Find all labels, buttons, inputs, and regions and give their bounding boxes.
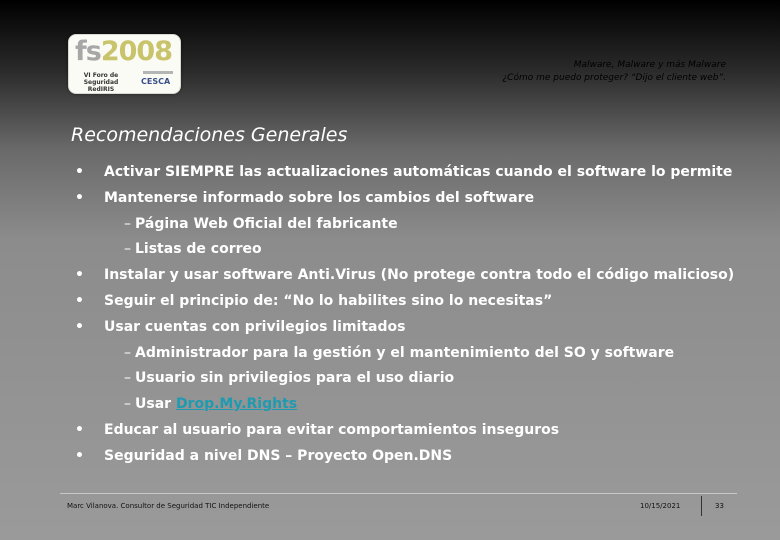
bullet-item <box>75 446 755 472</box>
item-label: Seguridad a nivel DNS – Proyecto Open.DNS <box>104 447 453 464</box>
item-text <box>104 162 732 182</box>
page-number: 33 <box>715 502 724 510</box>
bullet-marker: • <box>75 292 84 309</box>
bullet-item <box>75 291 755 317</box>
item-text <box>104 446 452 466</box>
event-logo <box>68 34 181 94</box>
item-label: Activar SIEMPRE las actualizaciones automáticas cuando el software lo permite <box>104 164 733 180</box>
bullet-marker: • <box>75 267 84 284</box>
item-text <box>135 239 262 259</box>
dash-marker: – <box>124 344 131 361</box>
bullet-marker: • <box>75 447 84 464</box>
item-text <box>104 265 734 285</box>
drop-my-rights-link[interactable]: Drop.My.Rights <box>175 396 298 413</box>
item-text <box>135 368 454 388</box>
sub-bullet-item <box>75 368 755 394</box>
footer-author: Marc Vilanova. Consultor de Seguridad TIC Independiente <box>67 502 270 510</box>
sub-bullet-item <box>75 343 755 369</box>
logo-subtitle-line1: VI Foro de <box>83 72 119 79</box>
bullet-item <box>75 265 755 291</box>
sub-bullet-item <box>75 214 755 240</box>
item-label: Seguir el principio de: “No lo habilites sino lo necesitas” <box>104 292 553 309</box>
logo-wordmark <box>75 36 172 67</box>
item-text <box>104 420 559 440</box>
logo-year: 2008 <box>100 36 172 67</box>
bullet-item <box>75 188 755 214</box>
footer-date: 10/15/2021 <box>640 502 681 510</box>
item-label: Administrador para la gestión y el mantenimiento del SO y software <box>135 344 675 361</box>
bullet-marker: • <box>75 164 84 180</box>
item-label: Listas de correo <box>135 241 262 258</box>
dash-marker: – <box>124 370 131 387</box>
header-line-1: Malware, Malware y más Malware <box>573 60 726 70</box>
item-text <box>135 394 297 414</box>
logo-subtitle-line2: Seguridad RedIRIS <box>83 79 119 93</box>
item-label: Usar <box>135 396 176 413</box>
bullet-marker: • <box>75 421 84 438</box>
logo-prefix: fs <box>75 36 101 67</box>
slide-header <box>502 59 726 85</box>
bullet-marker: • <box>75 189 84 206</box>
item-text <box>104 291 552 311</box>
dash-marker: – <box>124 241 131 258</box>
dash-marker: – <box>124 396 131 413</box>
bullet-item <box>75 162 755 188</box>
footer-divider <box>60 493 737 494</box>
header-line-2: ¿Cómo me puedo proteger? “Dijo el cliente web”. <box>502 73 726 83</box>
item-label: Educar al usuario para evitar comportamientos inseguros <box>104 421 560 438</box>
bullet-marker: • <box>75 318 84 335</box>
logo-partner-bar <box>143 71 173 74</box>
sub-bullet-item <box>75 239 755 265</box>
item-text <box>104 317 405 337</box>
item-label: Usuario sin privilegios para el uso diario <box>135 370 455 387</box>
item-text <box>104 188 534 208</box>
item-label: Mantenerse informado sobre los cambios del software <box>104 189 535 206</box>
bullet-list <box>75 162 755 472</box>
item-label: Página Web Oficial del fabricante <box>135 215 398 232</box>
item-text <box>135 343 674 363</box>
logo-subtitle <box>77 72 125 93</box>
item-label: Instalar y usar software Anti.Virus (No protege contra todo el código malicioso) <box>104 267 735 284</box>
bullet-item <box>75 317 755 343</box>
item-label: Usar cuentas con privilegios limitados <box>104 318 406 335</box>
bullet-item <box>75 420 755 446</box>
footer-separator <box>701 496 702 516</box>
item-text <box>135 214 398 234</box>
sub-bullet-item <box>75 394 755 420</box>
slide-title: Recomendaciones Generales <box>71 124 348 146</box>
partner-logo: CESCA <box>141 77 171 86</box>
dash-marker: – <box>124 215 131 232</box>
